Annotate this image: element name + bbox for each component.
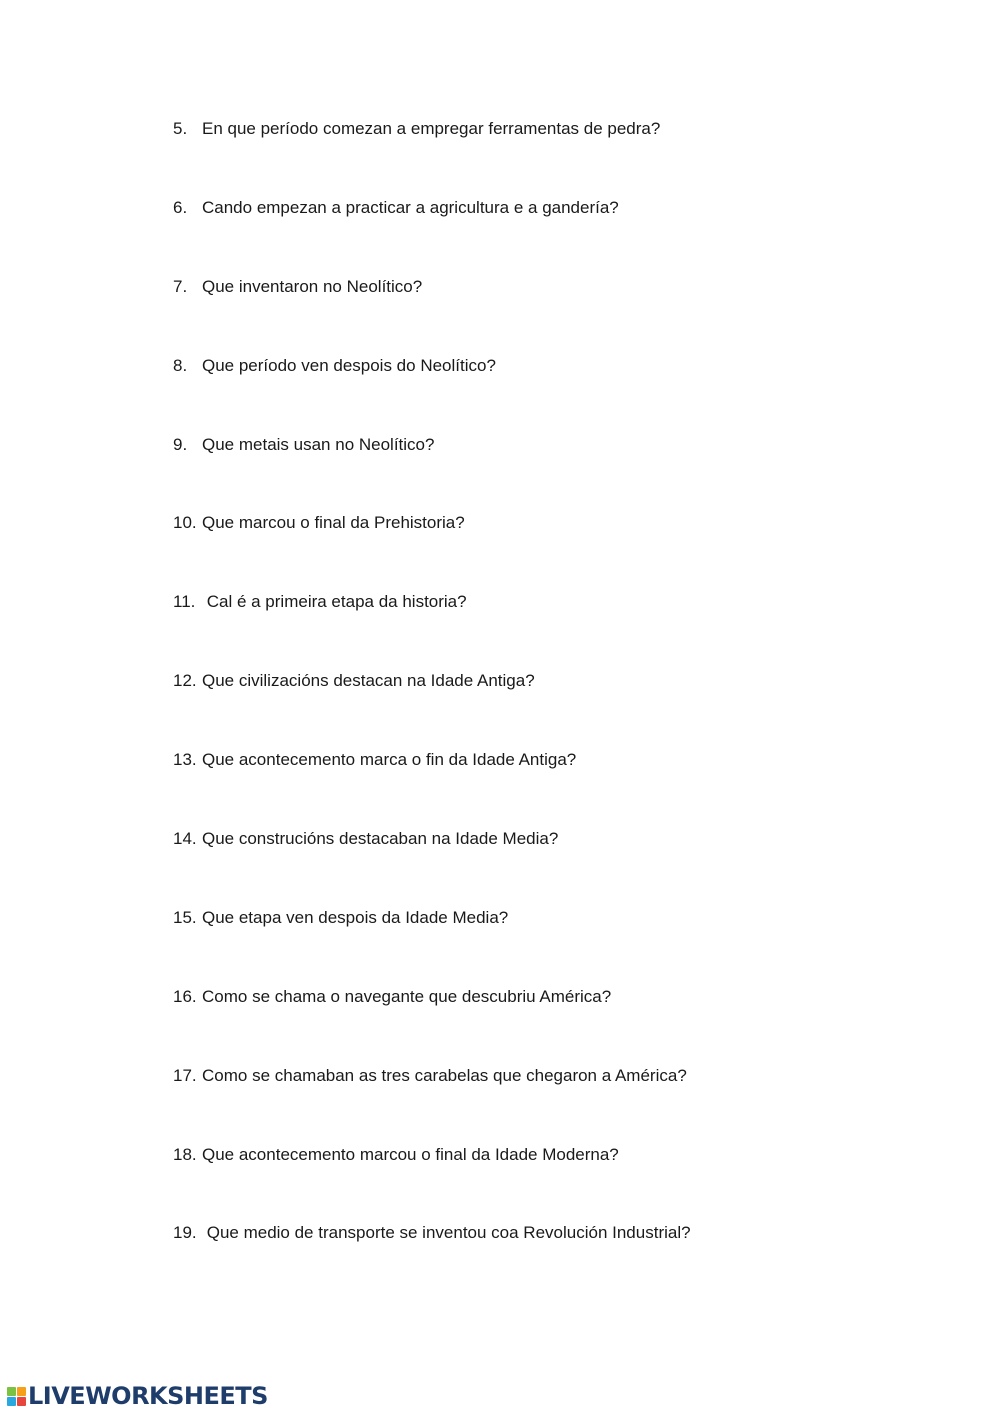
question-text: Que marcou o final da Prehistoria? bbox=[202, 513, 465, 533]
logo-square-orange bbox=[17, 1387, 26, 1396]
question-text: Como se chamaban as tres carabelas que chegaron a América? bbox=[202, 1065, 687, 1085]
question-number: 5. bbox=[173, 119, 188, 138]
question-number: 9. bbox=[173, 434, 188, 454]
question-number: 14. bbox=[173, 829, 197, 849]
question-text: Como se chama o navegante que descubriu América? bbox=[202, 986, 612, 1006]
question-item bbox=[173, 510, 691, 589]
question-text: Que acontecemento marca o fin da Idade Antiga? bbox=[202, 750, 577, 770]
question-text: En que período comezan a empregar ferramentas de pedra? bbox=[202, 119, 661, 138]
question-text: Que etapa ven despois da Idade Media? bbox=[202, 907, 509, 927]
question-number: 16. bbox=[173, 986, 197, 1006]
question-item bbox=[173, 116, 691, 195]
question-item bbox=[173, 1063, 691, 1142]
question-text: Que período ven despois do Neolítico? bbox=[202, 355, 496, 375]
logo-square-blue bbox=[7, 1397, 16, 1406]
question-item bbox=[173, 432, 691, 511]
question-item bbox=[173, 1220, 691, 1299]
question-item bbox=[173, 1142, 691, 1221]
question-text: Cando empezan a practicar a agricultura e a gandería? bbox=[202, 197, 619, 217]
question-item bbox=[173, 353, 691, 432]
question-number: 18. bbox=[173, 1144, 197, 1164]
question-number: 17. bbox=[173, 1065, 197, 1085]
question-number: 10. bbox=[173, 513, 197, 533]
question-number: 8. bbox=[173, 355, 188, 375]
question-number: 15. bbox=[173, 907, 197, 927]
question-number: 6. bbox=[173, 197, 188, 217]
question-text: Que medio de transporte se inventou coa Revolución Industrial? bbox=[202, 1223, 691, 1243]
question-item bbox=[173, 195, 691, 274]
question-item bbox=[173, 668, 691, 747]
logo-square-red bbox=[17, 1397, 26, 1406]
logo-square-green bbox=[7, 1387, 16, 1396]
question-list bbox=[173, 116, 691, 1299]
question-item bbox=[173, 984, 691, 1063]
liveworksheets-logo[interactable] bbox=[7, 1383, 268, 1409]
question-number: 19. bbox=[173, 1223, 197, 1243]
question-item bbox=[173, 826, 691, 905]
question-item bbox=[173, 589, 691, 668]
question-text: Que inventaron no Neolítico? bbox=[202, 276, 423, 296]
question-text: Cal é a primeira etapa da historia? bbox=[202, 592, 467, 612]
question-number: 7. bbox=[173, 276, 188, 296]
question-text: Que acontecemento marcou o final da Idade Moderna? bbox=[202, 1144, 619, 1164]
question-text: Que metais usan no Neolítico? bbox=[202, 434, 435, 454]
question-number: 13. bbox=[173, 750, 197, 770]
question-item bbox=[173, 747, 691, 826]
question-text: Que civilizacións destacan na Idade Antiga? bbox=[202, 671, 535, 691]
logo-text: LIVEWORKSHEETS bbox=[28, 1382, 268, 1410]
question-number: 11. bbox=[173, 592, 196, 612]
question-item bbox=[173, 274, 691, 353]
question-text: Que construcións destacaban na Idade Media? bbox=[202, 829, 559, 849]
question-number: 12. bbox=[173, 671, 197, 691]
logo-mark-icon bbox=[7, 1387, 26, 1406]
question-item bbox=[173, 905, 691, 984]
